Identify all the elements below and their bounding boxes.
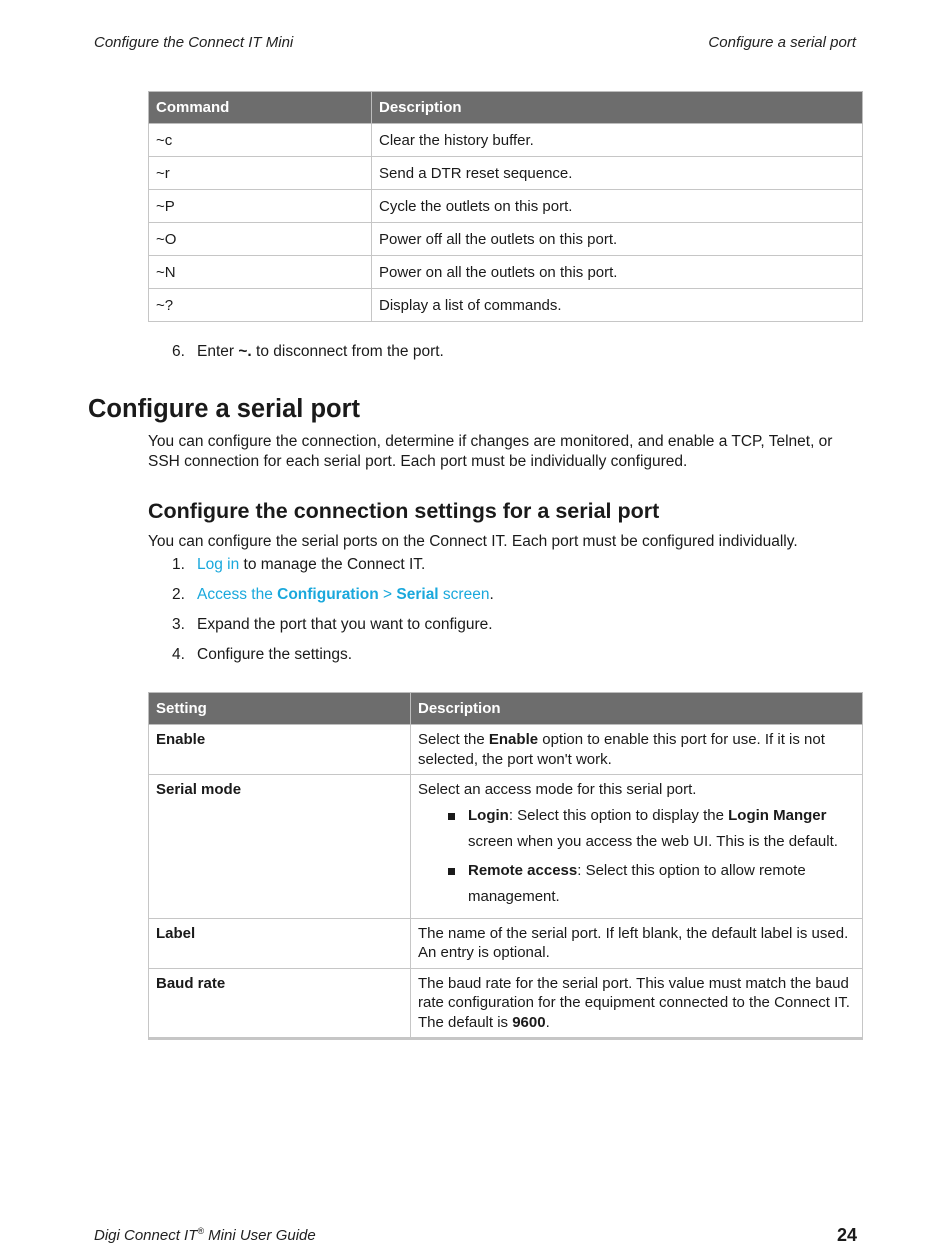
section-intro: You can configure the connection, determine if changes are monitored, and enable a TCP, Telnet, or SSH connection for each serial port. Each port must be individually configured. [148,433,833,470]
table-row [149,918,863,968]
description-text: The name of the serial port. If left blank, the default label is used. [418,924,849,942]
column-header: Setting [149,693,411,725]
command-cell: ~? [149,289,372,322]
running-header-left: Configure the Connect IT Mini [94,34,294,51]
description-cell: Power off all the outlets on this port. [372,223,863,256]
table-row [149,157,863,190]
mode-options-list [418,803,855,910]
table-row [149,725,863,775]
setting-description [411,725,863,775]
description-text: Select the [418,731,489,748]
footer-text: Mini User Guide [204,1227,316,1244]
list-item [172,616,494,646]
setting-name-text: Label [156,924,196,942]
setting-name [149,968,411,1039]
setting-description [411,968,863,1039]
step-text: to manage the Connect IT. [239,556,426,573]
step-text: Configure the settings. [197,646,353,663]
table-row [149,190,863,223]
subsection-intro: You can configure the serial ports on the Connect IT. Each port must be configured individually. [148,533,798,550]
option-text: : Select this option to allow remote management. [468,861,806,905]
setting-name [149,775,411,919]
link-text-bold: Configuration [277,586,379,603]
setting-name-text: Baud rate [156,974,226,992]
subsection-title: Configure the connection settings for a serial port [148,499,660,523]
command-cell: ~P [149,190,372,223]
description-cell: Send a DTR reset sequence. [372,157,863,190]
command-cell: ~O [149,223,372,256]
description-bold: Enable [488,731,539,748]
option-name: Login [468,806,509,824]
table-row [149,223,863,256]
option-name: Remote access [468,861,578,879]
description-cell: Cycle the outlets on this port. [372,190,863,223]
table-row [149,775,863,919]
default-line [418,1013,855,1033]
description-text: The default is [418,1013,513,1031]
setting-description [411,775,863,919]
option-bold: Login Manger [728,806,827,824]
steps-list [172,556,494,676]
default-value: 9600 [512,1013,546,1031]
description-cell: Display a list of commands. [372,289,863,322]
setting-description [411,918,863,968]
setting-name-text: Serial mode [156,781,242,798]
step-number: 1. [172,556,185,573]
step-text: Expand the port that you want to configure. [197,616,493,633]
settings-table [148,692,863,1040]
step-text: Enter [197,343,239,360]
footer-text: Digi Connect IT [94,1227,198,1244]
command-cell: ~c [149,124,372,157]
page-number: 24 [836,1225,857,1245]
link-text-bold: Serial [396,586,439,603]
description-text: Select an access mode for this serial port. [418,781,697,798]
description-text: option to enable this port for use. If it is not selected, the port won't work. [418,731,825,768]
running-header-right: Configure a serial port [708,34,856,51]
table-row [149,256,863,289]
description-cell: Clear the history buffer. [372,124,863,157]
section-title: Configure a serial port [88,395,361,423]
table-header-row [149,92,863,124]
option-text: screen when you access the web UI. This is the default. [468,832,838,850]
step-number: 4. [172,646,185,663]
registered-mark: ® [197,1226,205,1236]
description-text: An entry is optional. [418,944,550,961]
step-number: 6. [172,343,185,360]
disconnect-command: ~. [238,343,252,360]
table-row [149,289,863,322]
column-header: Description [411,693,863,725]
setting-name [149,918,411,968]
description-cell: Power on all the outlets on this port. [372,256,863,289]
setting-name [149,725,411,775]
option-text: : Select this option to display the [508,806,729,824]
command-cell: ~N [149,256,372,289]
link-text: > [378,586,397,603]
list-item [448,803,855,855]
running-footer [94,1226,316,1244]
list-item [172,556,494,586]
step-number: 3. [172,616,185,633]
table-row [149,968,863,1039]
step-number: 2. [172,586,185,603]
column-header: Description [372,92,863,124]
configuration-serial-link[interactable] [197,586,489,603]
link-text: screen [438,586,490,603]
table-row [149,124,863,157]
command-cell: ~r [149,157,372,190]
command-table [148,91,863,322]
list-item [448,858,855,910]
setting-name-text: Enable [156,731,206,748]
list-item [172,586,494,616]
link-text: Access the [197,586,278,603]
step-text: to disconnect from the port. [251,343,444,360]
table-header-row [149,693,863,725]
step-6 [172,343,444,361]
description-text: The baud rate for the serial port. This value must match the baud rate configuration for the equipment connected to the Connect IT. [418,974,850,1011]
log-in-link[interactable]: Log in [197,556,240,573]
list-item [172,646,494,676]
description-text: . [545,1013,550,1031]
step-text: . [489,586,494,603]
column-header: Command [149,92,372,124]
